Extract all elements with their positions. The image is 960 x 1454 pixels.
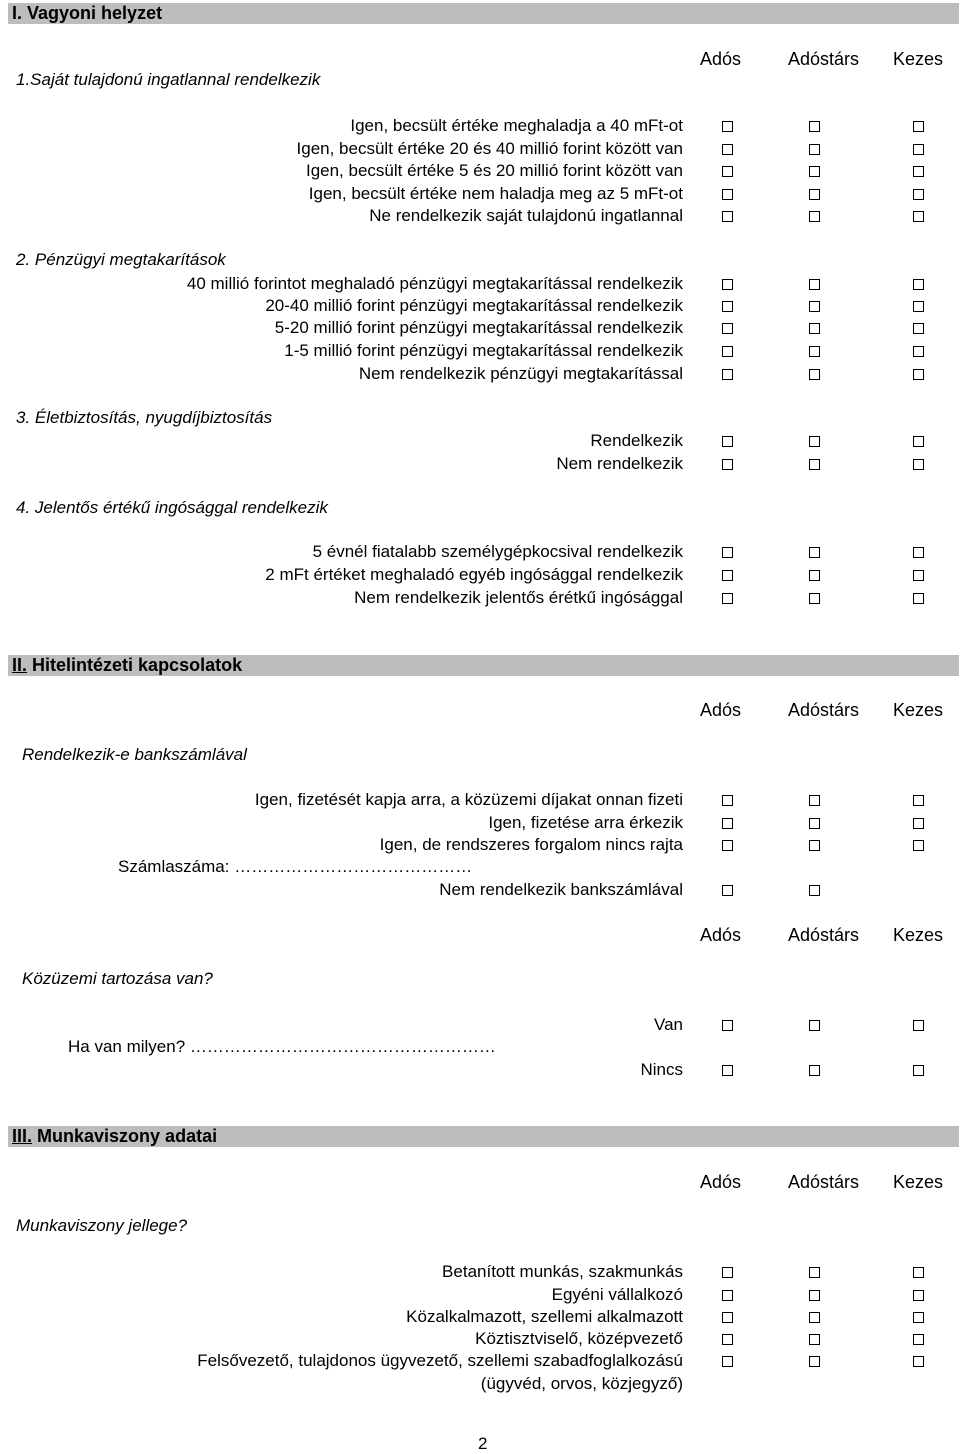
checkbox-ados[interactable] bbox=[722, 1020, 733, 1031]
option-label-continuation: (ügyvéd, orvos, közjegyző) bbox=[480, 1374, 683, 1393]
question-title-eletbiztositas: 3. Életbiztosítás, nyugdíjbiztosítás bbox=[16, 408, 273, 427]
checkbox-kezes[interactable] bbox=[913, 547, 924, 558]
option-label: Köztisztviselő, középvezető bbox=[475, 1329, 683, 1348]
checkbox-kezes[interactable] bbox=[913, 1334, 924, 1345]
checkbox-kezes[interactable] bbox=[913, 459, 924, 470]
checkbox-ados[interactable] bbox=[722, 189, 733, 200]
section-title: Munkaviszony adatai bbox=[37, 1126, 218, 1146]
column-header-ados: Adós bbox=[700, 925, 742, 945]
checkbox-adostars[interactable] bbox=[809, 279, 820, 290]
checkbox-adostars[interactable] bbox=[809, 1312, 820, 1323]
checkbox-kezes[interactable] bbox=[913, 279, 924, 290]
checkbox-kezes[interactable] bbox=[913, 1356, 924, 1367]
checkbox-ados[interactable] bbox=[722, 795, 733, 806]
checkbox-ados[interactable] bbox=[722, 1312, 733, 1323]
column-header-adostars: Adóstárs bbox=[788, 925, 860, 945]
account-number-field[interactable]: Számlaszáma: …………………………………… bbox=[118, 857, 473, 876]
column-header-kezes: Kezes bbox=[893, 700, 944, 720]
option-label: Igen, fizetése arra érkezik bbox=[488, 813, 683, 832]
option-label: Felsővezető, tulajdonos ügyvezető, szellemi szabadfoglalkozású bbox=[197, 1351, 683, 1370]
checkbox-ados[interactable] bbox=[722, 840, 733, 851]
option-label: Igen, becsült értéke 20 és 40 millió forint között van bbox=[296, 139, 683, 158]
checkbox-ados[interactable] bbox=[722, 459, 733, 470]
question-title-megtakaritasok: 2. Pénzügyi megtakarítások bbox=[16, 250, 226, 269]
checkbox-ados[interactable] bbox=[722, 121, 733, 132]
checkbox-kezes[interactable] bbox=[913, 436, 924, 447]
checkbox-ados[interactable] bbox=[722, 323, 733, 334]
checkbox-kezes[interactable] bbox=[913, 211, 924, 222]
checkbox-adostars[interactable] bbox=[809, 211, 820, 222]
question-title-munkaviszony: Munkaviszony jellege? bbox=[16, 1216, 188, 1235]
checkbox-adostars[interactable] bbox=[809, 189, 820, 200]
checkbox-kezes[interactable] bbox=[913, 795, 924, 806]
option-label: 2 mFt értéket meghaladó egyéb ingósággal rendelkezik bbox=[265, 565, 683, 584]
checkbox-ados[interactable] bbox=[722, 1334, 733, 1345]
checkbox-ados[interactable] bbox=[722, 570, 733, 581]
option-label: 5-20 millió forint pénzügyi megtakarítással rendelkezik bbox=[274, 318, 683, 337]
column-header-kezes: Kezes bbox=[893, 49, 944, 69]
checkbox-adostars[interactable] bbox=[809, 166, 820, 177]
option-label: Igen, becsült értéke meghaladja a 40 mFt-ot bbox=[350, 116, 683, 135]
checkbox-adostars[interactable] bbox=[809, 1290, 820, 1301]
checkbox-adostars[interactable] bbox=[809, 1020, 820, 1031]
checkbox-kezes[interactable] bbox=[913, 189, 924, 200]
checkbox-kezes[interactable] bbox=[913, 840, 924, 851]
checkbox-ados[interactable] bbox=[722, 1065, 733, 1076]
checkbox-ados[interactable] bbox=[722, 279, 733, 290]
checkbox-adostars[interactable] bbox=[809, 144, 820, 155]
checkbox-kezes[interactable] bbox=[913, 121, 924, 132]
section-title: Vagyoni helyzet bbox=[27, 3, 163, 23]
checkbox-adostars[interactable] bbox=[809, 818, 820, 829]
section-number: III. bbox=[12, 1126, 33, 1146]
option-label: Egyéni vállalkozó bbox=[551, 1285, 683, 1304]
debt-type-field[interactable]: Ha van milyen? ……………………………………………… bbox=[68, 1037, 496, 1056]
question-title-ingosag: 4. Jelentős értékű ingósággal rendelkezik bbox=[16, 498, 328, 517]
section-header-vagyoni-helyzet bbox=[8, 3, 959, 24]
checkbox-ados[interactable] bbox=[722, 369, 733, 380]
option-label: Igen, de rendszeres forgalom nincs rajta bbox=[379, 835, 683, 854]
option-label: Nem rendelkezik bankszámlával bbox=[439, 880, 683, 899]
checkbox-adostars[interactable] bbox=[809, 593, 820, 604]
checkbox-kezes[interactable] bbox=[913, 1267, 924, 1278]
option-label: Igen, becsült értéke nem haladja meg az 5 mFt-ot bbox=[308, 184, 683, 203]
column-header-kezes: Kezes bbox=[893, 1172, 944, 1192]
column-header-adostars: Adóstárs bbox=[788, 1172, 860, 1192]
checkbox-ados[interactable] bbox=[722, 1267, 733, 1278]
option-label: Ne rendelkezik saját tulajdonú ingatlannal bbox=[369, 206, 683, 225]
checkbox-kezes[interactable] bbox=[913, 818, 924, 829]
section-header-hitelintezeti-kapcsolatok bbox=[8, 655, 959, 676]
checkbox-ados[interactable] bbox=[722, 818, 733, 829]
option-label: Rendelkezik bbox=[590, 431, 683, 450]
option-label: Igen, becsült értéke 5 és 20 millió forint között van bbox=[305, 161, 683, 180]
question-title-bankszamla: Rendelkezik-e bankszámlával bbox=[22, 745, 247, 764]
checkbox-kezes[interactable] bbox=[913, 346, 924, 357]
checkbox-adostars[interactable] bbox=[809, 323, 820, 334]
checkbox-ados[interactable] bbox=[722, 547, 733, 558]
checkbox-ados[interactable] bbox=[722, 211, 733, 222]
section-number: II. bbox=[12, 655, 28, 675]
checkbox-ados[interactable] bbox=[722, 1356, 733, 1367]
column-header-ados: Adós bbox=[700, 49, 742, 69]
checkbox-kezes[interactable] bbox=[913, 593, 924, 604]
checkbox-adostars[interactable] bbox=[809, 840, 820, 851]
question-title-ingatlan: 1.Saját tulajdonú ingatlannal rendelkezik bbox=[16, 70, 321, 89]
checkbox-adostars[interactable] bbox=[809, 369, 820, 380]
page-number: 2 bbox=[478, 1434, 488, 1453]
checkbox-adostars[interactable] bbox=[809, 795, 820, 806]
checkbox-adostars[interactable] bbox=[809, 459, 820, 470]
option-label: 1-5 millió forint pénzügyi megtakarítással rendelkezik bbox=[284, 341, 683, 360]
checkbox-adostars[interactable] bbox=[809, 1267, 820, 1278]
checkbox-kezes[interactable] bbox=[913, 570, 924, 581]
checkbox-adostars[interactable] bbox=[809, 301, 820, 312]
checkbox-ados[interactable] bbox=[722, 166, 733, 177]
option-label: Van bbox=[654, 1015, 683, 1034]
column-header-adostars: Adóstárs bbox=[788, 49, 860, 69]
column-header-ados: Adós bbox=[700, 1172, 742, 1192]
option-label: Nem rendelkezik jelentős érétkű ingósággal bbox=[354, 588, 683, 607]
option-label: Nem rendelkezik bbox=[556, 454, 683, 473]
checkbox-adostars[interactable] bbox=[809, 570, 820, 581]
option-label: 5 évnél fiatalabb személygépkocsival rendelkezik bbox=[312, 542, 683, 561]
column-header-ados: Adós bbox=[700, 700, 742, 720]
checkbox-ados[interactable] bbox=[722, 144, 733, 155]
checkbox-adostars[interactable] bbox=[809, 121, 820, 132]
option-label: 20-40 millió forint pénzügyi megtakarítással rendelkezik bbox=[265, 296, 683, 315]
option-label: Igen, fizetését kapja arra, a közüzemi díjakat onnan fizeti bbox=[254, 790, 683, 809]
checkbox-adostars[interactable] bbox=[809, 885, 820, 896]
checkbox-adostars[interactable] bbox=[809, 547, 820, 558]
checkbox-kezes[interactable] bbox=[913, 301, 924, 312]
checkbox-kezes[interactable] bbox=[913, 1065, 924, 1076]
checkbox-adostars[interactable] bbox=[809, 1356, 820, 1367]
checkbox-kezes[interactable] bbox=[913, 1290, 924, 1301]
checkbox-kezes[interactable] bbox=[913, 323, 924, 334]
checkbox-kezes[interactable] bbox=[913, 1312, 924, 1323]
checkbox-adostars[interactable] bbox=[809, 346, 820, 357]
checkbox-adostars[interactable] bbox=[809, 436, 820, 447]
section-number: I. bbox=[12, 3, 23, 23]
checkbox-ados[interactable] bbox=[722, 593, 733, 604]
option-label: Közalkalmazott, szellemi alkalmazott bbox=[406, 1307, 683, 1326]
option-label: 40 millió forintot meghaladó pénzügyi megtakarítással rendelkezik bbox=[186, 274, 683, 293]
column-header-kezes: Kezes bbox=[893, 925, 944, 945]
checkbox-kezes[interactable] bbox=[913, 369, 924, 380]
checkbox-ados[interactable] bbox=[722, 301, 733, 312]
checkbox-adostars[interactable] bbox=[809, 1065, 820, 1076]
checkbox-adostars[interactable] bbox=[809, 1334, 820, 1345]
checkbox-kezes[interactable] bbox=[913, 166, 924, 177]
checkbox-kezes[interactable] bbox=[913, 144, 924, 155]
checkbox-kezes[interactable] bbox=[913, 1020, 924, 1031]
column-header-adostars: Adóstárs bbox=[788, 700, 860, 720]
option-label: Betanított munkás, szakmunkás bbox=[442, 1262, 683, 1281]
checkbox-ados[interactable] bbox=[722, 885, 733, 896]
checkbox-ados[interactable] bbox=[722, 436, 733, 447]
checkbox-ados[interactable] bbox=[722, 1290, 733, 1301]
question-title-kozuzemi: Közüzemi tartozása van? bbox=[22, 969, 213, 988]
checkbox-ados[interactable] bbox=[722, 346, 733, 357]
option-label: Nincs bbox=[640, 1060, 683, 1079]
section-title: Hitelintézeti kapcsolatok bbox=[32, 655, 243, 675]
option-label: Nem rendelkezik pénzügyi megtakarítással bbox=[358, 364, 683, 383]
section-header-munkaviszony-adatai bbox=[8, 1126, 959, 1147]
